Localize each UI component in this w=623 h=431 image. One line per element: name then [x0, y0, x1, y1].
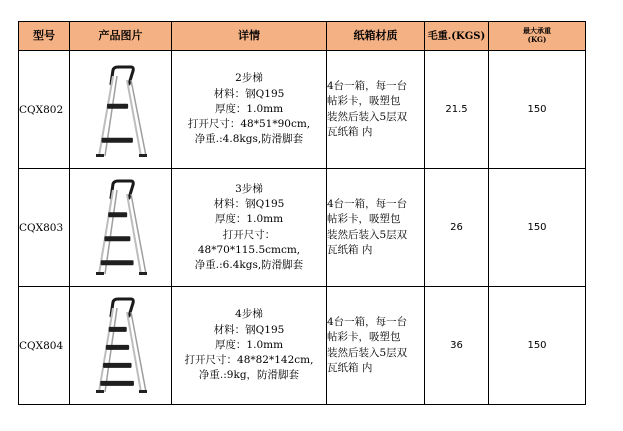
- max-load-cell: 150: [489, 51, 586, 169]
- header-max-load: [489, 22, 586, 51]
- details-line: 3步梯: [235, 182, 263, 195]
- packaging-line: 4台一箱，每一台: [327, 198, 408, 211]
- packaging-line: 瓦纸箱 内: [327, 243, 373, 256]
- four-step-ladder-icon: [91, 296, 151, 396]
- picture-cell: [70, 287, 172, 405]
- max-load-cell: 150: [489, 169, 586, 287]
- details-line: 净重.:9kg，防滑脚套: [198, 369, 300, 382]
- packaging-line: 帖彩卡，吸塑包: [327, 331, 401, 344]
- details-line: 厚度：1.0mm: [214, 213, 284, 226]
- packaging-cell: [327, 287, 425, 405]
- three-step-ladder-icon: [91, 178, 151, 278]
- details-line: 打开尺寸：: [222, 228, 276, 241]
- header-max-load-label: 最大承重: [523, 26, 551, 36]
- packaging-cell: [327, 169, 425, 287]
- details-line: 厚度：1.0mm: [214, 102, 284, 115]
- details-line: 材料：钢Q195: [213, 198, 285, 211]
- details-cell: [172, 51, 327, 169]
- picture-cell: [70, 169, 172, 287]
- details-line: 48*70*115.5cmcm,: [197, 243, 301, 256]
- details-line: 净重.:4.8kgs,防滑脚套: [194, 133, 304, 146]
- gross-weight-cell: 26: [425, 169, 489, 287]
- details-cell: [172, 287, 327, 405]
- table-row: [19, 287, 586, 405]
- details-line: 材料：钢Q195: [213, 323, 285, 336]
- two-step-ladder-icon: [91, 60, 151, 160]
- packaging-line: 装然后装入5层双: [327, 110, 408, 123]
- max-load-cell: 150: [489, 287, 586, 405]
- product-spec-table: [18, 21, 586, 405]
- packaging-line: 帖彩卡，吸塑包: [327, 95, 401, 108]
- packaging-line: 帖彩卡，吸塑包: [327, 213, 401, 226]
- details-line: 打开尺寸：48*82*142cm,: [184, 354, 314, 367]
- gross-weight-cell: 36: [425, 287, 489, 405]
- header-max-load-unit: (KG): [527, 35, 547, 44]
- packaging-line: 4台一箱，每一台: [327, 80, 408, 93]
- header-gross-weight: 毛重.(KGS): [425, 22, 489, 51]
- header-picture: 产品图片: [70, 22, 172, 51]
- packaging-line: 4台一箱，每一台: [327, 316, 408, 329]
- model-cell: CQX802: [19, 51, 70, 169]
- details-line: 厚度：1.0mm: [214, 338, 284, 351]
- model-cell: CQX804: [19, 287, 70, 405]
- header-packaging: 纸箱材质: [327, 22, 425, 51]
- packaging-line: 瓦纸箱 内: [327, 361, 373, 374]
- details-line: 2步梯: [235, 72, 263, 85]
- gross-weight-cell: 21.5: [425, 51, 489, 169]
- packaging-line: 装然后装入5层双: [327, 228, 408, 241]
- packaging-line: 瓦纸箱 内: [327, 125, 373, 138]
- picture-cell: [70, 51, 172, 169]
- packaging-line: 装然后装入5层双: [327, 346, 408, 359]
- header-model: 型号: [19, 22, 70, 51]
- table-row: [19, 169, 586, 287]
- model-cell: CQX803: [19, 169, 70, 287]
- details-line: 材料：钢Q195: [213, 87, 285, 100]
- packaging-cell: [327, 51, 425, 169]
- header-details: 详情: [172, 22, 327, 51]
- table-row: [19, 51, 586, 169]
- header-row: [19, 22, 586, 51]
- details-cell: [172, 169, 327, 287]
- details-line: 净重.:6.4kgs,防滑脚套: [194, 258, 304, 271]
- details-line: 打开尺寸：48*51*90cm,: [187, 118, 311, 131]
- details-line: 4步梯: [235, 308, 263, 321]
